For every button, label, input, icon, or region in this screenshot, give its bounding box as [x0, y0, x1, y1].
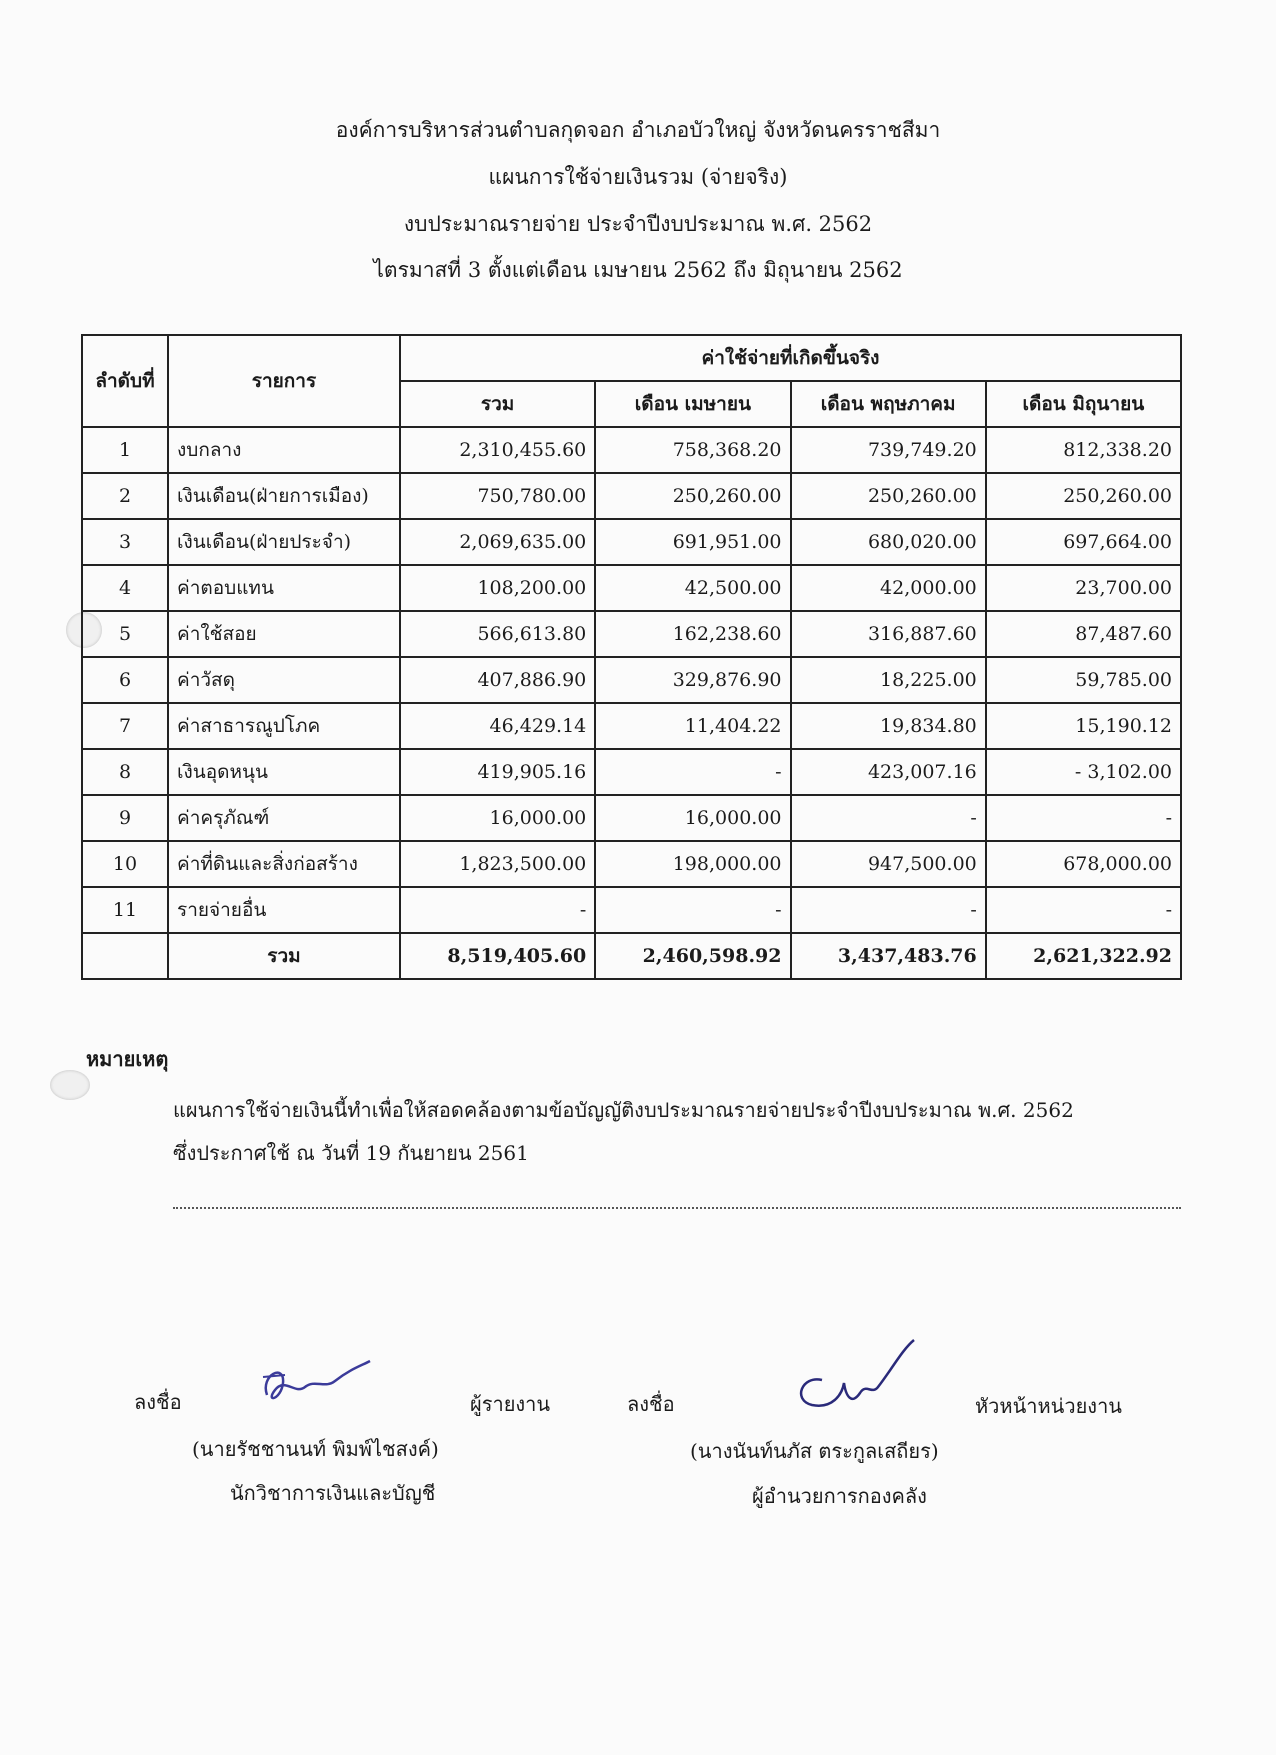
left-name: (นายรัชชานนท์ พิมพ์ไชสงค์): [192, 1437, 439, 1461]
table-body: [82, 427, 1181, 933]
row-total: 16,000.00: [400, 795, 595, 841]
row-apr: -: [595, 887, 790, 933]
row-jun: 15,190.12: [986, 703, 1181, 749]
row-apr: 250,260.00: [595, 473, 790, 519]
table-row: [82, 887, 1181, 933]
row-apr: 162,238.60: [595, 611, 790, 657]
table-row: [82, 427, 1181, 473]
header-line-4: ไตรมาสที่ 3 ตั้งแต่เดือน เมษายน 2562 ถึง มิถุนายน 2562: [373, 258, 903, 282]
row-item: เงินอุดหนุน: [168, 749, 400, 795]
col-header-no: ลำดับที่: [82, 335, 168, 427]
col-header-jun: เดือน มิถุนายน: [986, 381, 1181, 427]
note-line-1: แผนการใช้จ่ายเงินนี้ทำเพื่อให้สอดคล้องตามข้อบัญญัติงบประมาณรายจ่ายประจำปีงบประมาณ พ.ศ. 2562: [173, 1098, 1074, 1122]
row-jun: 812,338.20: [986, 427, 1181, 473]
row-no: 4: [82, 565, 168, 611]
row-no: 3: [82, 519, 168, 565]
row-may: 18,225.00: [791, 657, 986, 703]
row-item: เงินเดือน(ฝ่ายการเมือง): [168, 473, 400, 519]
left-sign-label: ลงชื่อ: [134, 1390, 182, 1414]
row-no: 5: [82, 611, 168, 657]
col-header-group: ค่าใช้จ่ายที่เกิดขึ้นจริง: [400, 335, 1181, 381]
row-apr: 691,951.00: [595, 519, 790, 565]
row-may: 250,260.00: [791, 473, 986, 519]
total-row-no: [82, 933, 168, 979]
table-row: [82, 473, 1181, 519]
row-item: ค่าครุภัณฑ์: [168, 795, 400, 841]
row-may: 423,007.16: [791, 749, 986, 795]
punch-hole-bottom: [50, 1070, 90, 1100]
right-position: ผู้อำนวยการกองคลัง: [752, 1484, 927, 1508]
left-signature-mark: [255, 1355, 375, 1415]
row-jun: 678,000.00: [986, 841, 1181, 887]
row-total: 566,613.80: [400, 611, 595, 657]
header-line-2: แผนการใช้จ่ายเงินรวม (จ่ายจริง): [488, 165, 788, 189]
row-no: 8: [82, 749, 168, 795]
total-row-apr: 2,460,598.92: [595, 933, 790, 979]
row-no: 10: [82, 841, 168, 887]
row-item: รายจ่ายอื่น: [168, 887, 400, 933]
row-may: 680,020.00: [791, 519, 986, 565]
right-signature-mark: [782, 1335, 922, 1415]
col-header-item: รายการ: [168, 335, 400, 427]
header-line-3: งบประมาณรายจ่าย ประจำปีงบประมาณ พ.ศ. 2562: [403, 212, 873, 236]
row-jun: - 3,102.00: [986, 749, 1181, 795]
row-item: ค่าตอบแทน: [168, 565, 400, 611]
row-total: 750,780.00: [400, 473, 595, 519]
note-title: หมายเหตุ: [86, 1047, 169, 1071]
row-no: 6: [82, 657, 168, 703]
table-row: [82, 657, 1181, 703]
total-row-label: รวม: [168, 933, 400, 979]
right-role: หัวหน้าหน่วยงาน: [975, 1394, 1122, 1418]
row-total: 407,886.90: [400, 657, 595, 703]
row-may: 19,834.80: [791, 703, 986, 749]
row-no: 9: [82, 795, 168, 841]
row-total: 419,905.16: [400, 749, 595, 795]
header-line-1: องค์การบริหารส่วนตำบลกุดจอก อำเภอบัวใหญ่ จังหวัดนครราชสีมา: [335, 118, 941, 142]
row-total: 2,069,635.00: [400, 519, 595, 565]
row-apr: -: [595, 749, 790, 795]
col-header-apr: เดือน เมษายน: [595, 381, 790, 427]
row-jun: 87,487.60: [986, 611, 1181, 657]
row-apr: 198,000.00: [595, 841, 790, 887]
right-name: (นางนันท์นภัส ตระกูลเสถียร): [690, 1439, 939, 1463]
row-jun: 250,260.00: [986, 473, 1181, 519]
row-jun: -: [986, 887, 1181, 933]
row-may: 42,000.00: [791, 565, 986, 611]
row-may: 739,749.20: [791, 427, 986, 473]
dotted-divider: [173, 1207, 1181, 1209]
row-item: ค่าที่ดินและสิ่งก่อสร้าง: [168, 841, 400, 887]
table-row: [82, 795, 1181, 841]
row-apr: 16,000.00: [595, 795, 790, 841]
row-no: 2: [82, 473, 168, 519]
row-no: 7: [82, 703, 168, 749]
row-item: ค่าวัสดุ: [168, 657, 400, 703]
total-row-jun: 2,621,322.92: [986, 933, 1181, 979]
row-apr: 11,404.22: [595, 703, 790, 749]
expense-table: [81, 334, 1182, 980]
row-total: -: [400, 887, 595, 933]
row-jun: 23,700.00: [986, 565, 1181, 611]
total-row-total: 8,519,405.60: [400, 933, 595, 979]
row-item: เงินเดือน(ฝ่ายประจำ): [168, 519, 400, 565]
table-row: [82, 611, 1181, 657]
row-apr: 329,876.90: [595, 657, 790, 703]
row-may: 947,500.00: [791, 841, 986, 887]
row-item: งบกลาง: [168, 427, 400, 473]
row-jun: -: [986, 795, 1181, 841]
row-may: -: [791, 887, 986, 933]
left-role: ผู้รายงาน: [470, 1392, 551, 1416]
col-header-total: รวม: [400, 381, 595, 427]
row-no: 11: [82, 887, 168, 933]
note-line-2: ซึ่งประกาศใช้ ณ วันที่ 19 กันยายน 2561: [173, 1141, 529, 1165]
row-item: ค่าสาธารณูปโภค: [168, 703, 400, 749]
table-total-row: [82, 933, 1181, 979]
row-jun: 59,785.00: [986, 657, 1181, 703]
table-row: [82, 749, 1181, 795]
table-row: [82, 703, 1181, 749]
row-total: 1,823,500.00: [400, 841, 595, 887]
row-no: 1: [82, 427, 168, 473]
row-total: 46,429.14: [400, 703, 595, 749]
row-apr: 758,368.20: [595, 427, 790, 473]
table-row: [82, 519, 1181, 565]
row-item: ค่าใช้สอย: [168, 611, 400, 657]
row-apr: 42,500.00: [595, 565, 790, 611]
left-position: นักวิชาการเงินและบัญชี: [230, 1481, 436, 1505]
total-row-may: 3,437,483.76: [791, 933, 986, 979]
row-total: 2,310,455.60: [400, 427, 595, 473]
row-may: -: [791, 795, 986, 841]
table-row: [82, 841, 1181, 887]
row-total: 108,200.00: [400, 565, 595, 611]
right-sign-label: ลงชื่อ: [627, 1392, 675, 1416]
col-header-may: เดือน พฤษภาคม: [791, 381, 986, 427]
table-row: [82, 565, 1181, 611]
row-jun: 697,664.00: [986, 519, 1181, 565]
row-may: 316,887.60: [791, 611, 986, 657]
